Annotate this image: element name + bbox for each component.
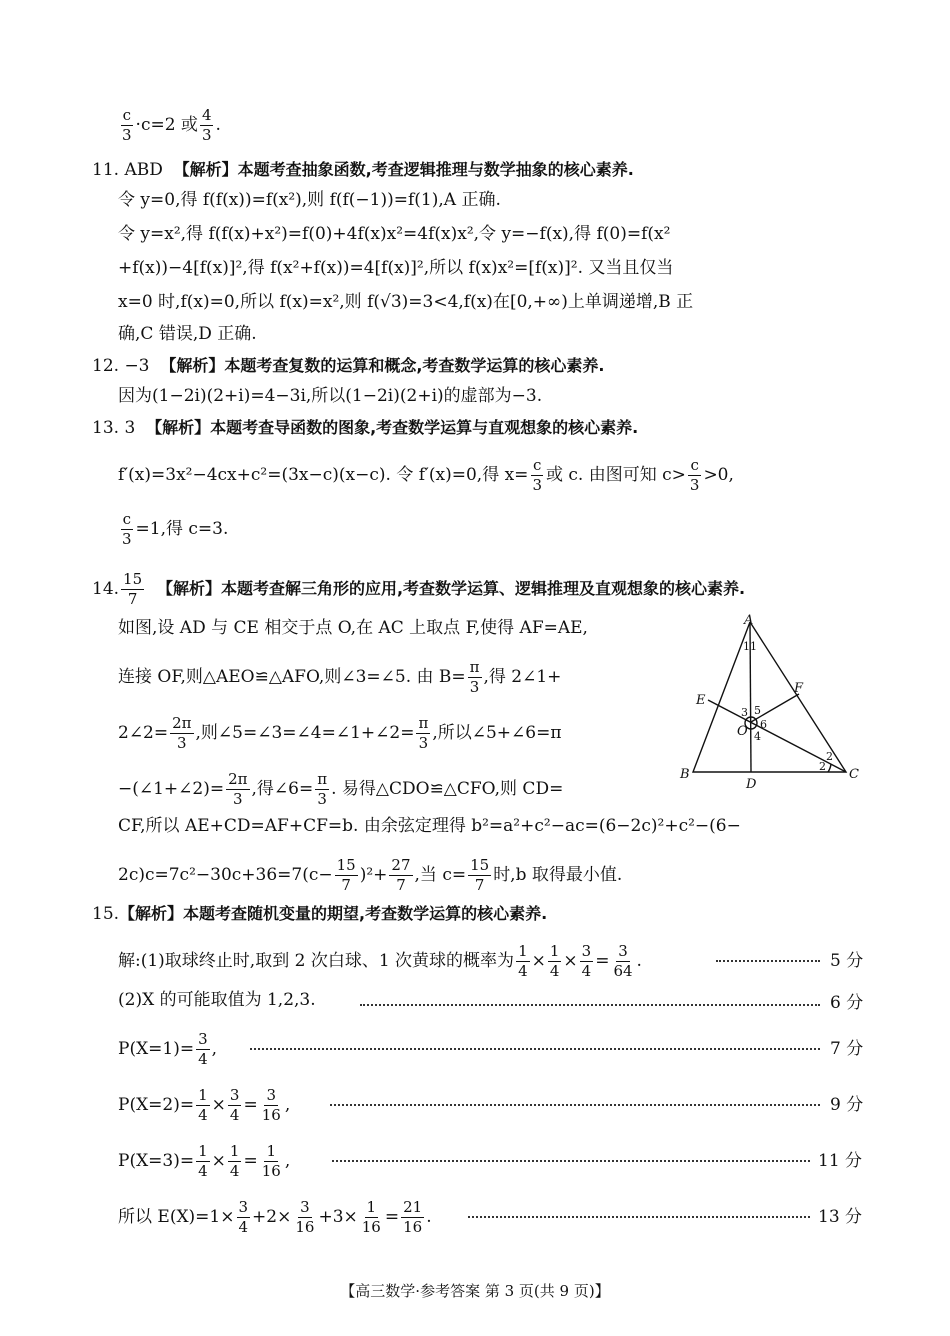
fraction: $\frac{3}{4}$ <box>238 1198 249 1236</box>
score-mark: 9 分 <box>830 1095 864 1115</box>
score-mark: 5 分 <box>830 951 864 971</box>
q11-line: 令 y=0,得 f(f(x))=f(x²),则 f(f(−1))=f(1),A 正确. <box>118 190 501 210</box>
q14-line: 如图,设 AD 与 CE 相交于点 O,在 AC 上取点 F,使得 AF=AE, <box>118 618 588 638</box>
triangle-figure <box>676 612 866 792</box>
fraction: $\frac{2\pi}{3}$ <box>172 714 192 752</box>
fraction: $\frac{1}{4}$ <box>229 1142 240 1180</box>
q15-line: 所以 E(X)=1× $\frac{3}{4}$ +2× $\frac{3}{16}$ +3× $\frac{1}{16}$ = $\frac{21}{16}$ . <box>118 1198 432 1236</box>
fraction: $\frac{c}{3}$ <box>532 456 542 494</box>
q12-heading: 12. −3 【解析】本题考查复数的运算和概念,考查数学运算的核心素养. <box>92 356 605 376</box>
q12-line: 因为(1−2i)(2+i)=4−3i,所以(1−2i)(2+i)的虚部为−3. <box>118 386 543 406</box>
fraction: $\frac{3}{4}$ <box>229 1086 240 1124</box>
q10-tail: $\frac{c}{3}$ ·c=2 或 $\frac{4}{3}$ . <box>122 106 221 144</box>
q14-line: CF,所以 AE+CD=AF+CF=b. 由余弦定理得 b²=a²+c²−ac=(6−2c)²+c²−(6− <box>118 816 741 836</box>
fraction: $\frac{1}{16}$ <box>261 1142 281 1180</box>
q13-heading: 13. 3 【解析】本题考查导函数的图象,考查数学运算与直观想象的核心素养. <box>92 418 639 438</box>
q14-line: 2c)c=7c²−30c+36=7(c− $\frac{15}{7}$ )²+ $\frac{27}{7}$ ,当 c= $\frac{15}{7}$ 时,b 取得最小值. <box>118 856 623 894</box>
angle-1-right: 1 <box>750 640 757 653</box>
label-f: F <box>794 681 804 696</box>
label-o: O <box>737 724 748 739</box>
score-mark: 6 分 <box>830 993 864 1013</box>
q15-line: 解:(1)取球终止时,取到 2 次白球、1 次黄球的概率为 $\frac{1}{4}$ × $\frac{1}{4}$ × $\frac{3}{4}$ = $\frac{3}{64}$ . <box>118 942 642 980</box>
fraction: $\frac{3}{64}$ <box>613 942 633 980</box>
label-e: E <box>696 693 706 708</box>
fraction: $\frac{1}{4}$ <box>518 942 528 980</box>
page-footer: 【高三数学·参考答案 第 3 页(共 9 页)】 <box>340 1282 610 1300</box>
fraction: $\frac{1}{16}$ <box>361 1198 381 1236</box>
angle-5: 5 <box>754 704 761 717</box>
fraction: $\frac{3}{16}$ <box>295 1198 315 1236</box>
fraction: $\frac{3}{4}$ <box>581 942 592 980</box>
angle-mark-c <box>828 764 831 772</box>
label-a: A <box>744 613 754 628</box>
dot-leader <box>332 1160 810 1162</box>
score-mark: 13 分 <box>818 1207 863 1227</box>
score-mark: 11 分 <box>818 1151 863 1171</box>
q15-line: P(X=1)= $\frac{3}{4}$ , <box>118 1030 218 1068</box>
fraction: $\frac{\pi}{3}$ <box>418 714 429 752</box>
fraction: $\frac{21}{16}$ <box>403 1198 423 1236</box>
fraction: $\frac{1}{4}$ <box>198 1142 208 1180</box>
angle-1-left: 1 <box>743 640 750 653</box>
fraction: $\frac{c}{3}$ <box>122 510 132 548</box>
angle-4: 4 <box>754 730 761 743</box>
fraction: $\frac{\pi}{3}$ <box>317 770 328 808</box>
angle-2-bottom: 2 <box>819 760 826 773</box>
dot-leader <box>716 960 820 962</box>
fraction: $\frac{2\pi}{3}$ <box>228 770 248 808</box>
fraction: $\frac{1}{4}$ <box>198 1086 208 1124</box>
fraction: $\frac{c}{3}$ <box>689 456 700 494</box>
q11-line: x=0 时,f(x)=0,所以 f(x)=x²,则 f(√3)=3<4,f(x)在[0,+∞)上单调递增,B 正 <box>118 292 694 312</box>
dot-leader <box>330 1104 820 1106</box>
q14-line: 连接 OF,则△AEO≌△AFO,则∠3=∠5. 由 B= $\frac{\pi}{3}$ ,得 2∠1+ <box>118 658 562 696</box>
triangle-abc <box>693 622 846 772</box>
dot-leader <box>468 1216 810 1218</box>
score-mark: 7 分 <box>830 1039 864 1059</box>
fraction: $\frac{3}{4}$ <box>198 1030 208 1068</box>
q11-heading: 11. ABD 【解析】本题考查抽象函数,考查逻辑推理与数学抽象的核心素养. <box>92 160 634 180</box>
label-b: B <box>680 767 690 782</box>
q14-line: −(∠1+∠2)= $\frac{2\pi}{3}$ ,得∠6= $\frac{\pi}{3}$ . 易得△CDO≌△CFO,则 CD= <box>118 770 564 808</box>
label-c: C <box>849 767 859 782</box>
q14-line: 2∠2= $\frac{2\pi}{3}$ ,则∠5=∠3=∠4=∠1+∠2= $\frac{\pi}{3}$ ,所以∠5+∠6=π <box>118 714 562 752</box>
fraction: $\frac{15}{7}$ <box>336 856 356 894</box>
fraction: $\frac{1}{4}$ <box>549 942 560 980</box>
q13-line: $\frac{c}{3}$ =1,得 c=3. <box>122 510 229 548</box>
dot-leader <box>360 1004 820 1006</box>
q14-heading: 14. $\frac{15}{7}$ 【解析】本题考查解三角形的应用,考查数学运算、逻辑推理及直观想象的核心素养. <box>92 570 746 608</box>
angle-3: 3 <box>741 706 748 719</box>
dot-leader <box>250 1048 820 1050</box>
q15-heading: 15.【解析】本题考查随机变量的期望,考查数学运算的核心素养. <box>92 904 548 924</box>
q13-line: f′(x)=3x²−4cx+c²=(3x−c)(x−c). 令 f′(x)=0,得 x= $\frac{c}{3}$ 或 c. 由图可知 c> $\frac{c}{3}$ >0, <box>118 456 734 494</box>
fraction: $\frac{15}{7}$ <box>123 570 143 608</box>
fraction: $\frac{3}{16}$ <box>261 1086 281 1124</box>
fraction: $\frac{\pi}{3}$ <box>469 658 480 696</box>
angle-6: 6 <box>760 718 767 731</box>
fraction: $\frac{4}{3}$ <box>201 106 212 144</box>
q11-line: +f(x))−4[f(x)]²,得 f(x²+f(x))=4[f(x)]²,所以 f(x)x²=[f(x)]². 又当且仅当 <box>118 258 674 278</box>
q15-line: (2)X 的可能取值为 1,2,3. <box>118 990 316 1010</box>
label-d: D <box>746 777 757 792</box>
fraction: $\frac{15}{7}$ <box>470 856 490 894</box>
q15-line: P(X=2)= $\frac{1}{4}$ × $\frac{3}{4}$ = $\frac{3}{16}$ , <box>118 1086 291 1124</box>
fraction: $\frac{c}{3}$ <box>122 106 132 144</box>
angle-2-top: 2 <box>826 750 833 763</box>
q11-line: 令 y=x²,得 f(f(x)+x²)=f(0)+4f(x)x²=4f(x)x²,令 y=−f(x),得 f(0)=f(x² <box>118 224 671 244</box>
fraction: $\frac{27}{7}$ <box>391 856 411 894</box>
q11-line: 确,C 错误,D 正确. <box>118 324 257 344</box>
q15-line: P(X=3)= $\frac{1}{4}$ × $\frac{1}{4}$ = $\frac{1}{16}$ , <box>118 1142 291 1180</box>
